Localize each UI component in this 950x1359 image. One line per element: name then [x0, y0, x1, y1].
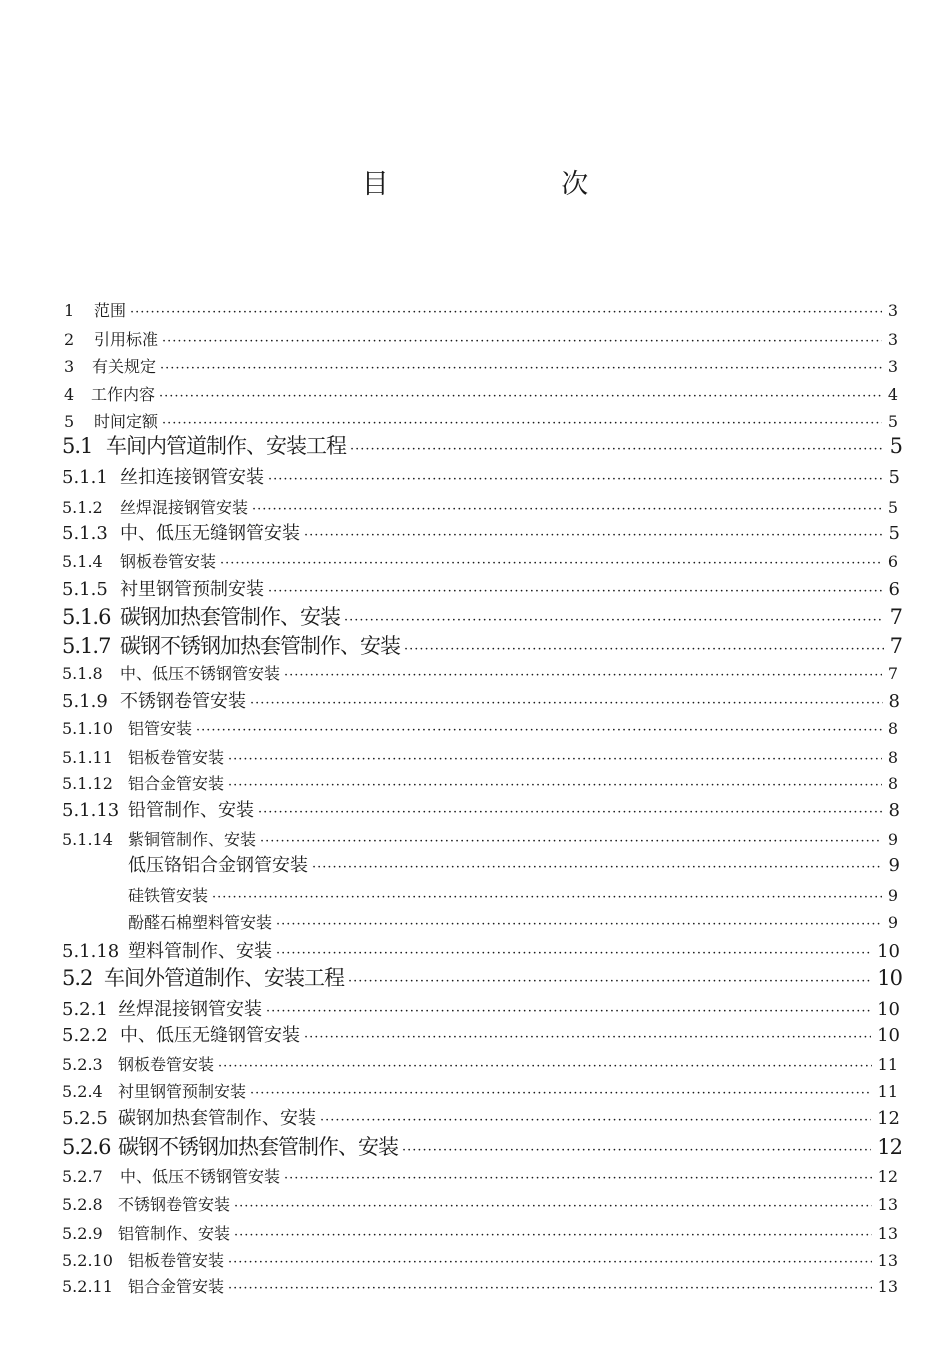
toc-number: 5.1.1 [62, 467, 108, 488]
toc-page: 7 [887, 664, 898, 683]
toc-page: 11 [877, 1082, 898, 1101]
toc-number: 5.1.14 [62, 830, 113, 849]
toc-entry [0, 716, 950, 739]
toc-title: 车间外管道制作、安装工程 [104, 966, 344, 990]
toc-leader [220, 556, 882, 571]
toc-entry [0, 883, 950, 906]
toc-page: 3 [887, 301, 898, 320]
toc-page: 8 [888, 800, 900, 821]
toc-entry [0, 771, 950, 794]
toc-leader [268, 472, 883, 487]
toc-entry [0, 519, 950, 545]
toc-title: 有关规定 [92, 357, 157, 376]
toc-title: 钢板卷管安装 [120, 552, 217, 571]
toc-number: 5.1.10 [62, 719, 113, 738]
toc-title: 钢板卷管安装 [118, 1055, 215, 1074]
toc-entry [0, 409, 950, 432]
toc-page: 10 [877, 966, 902, 990]
toc-title: 碳钢不锈钢加热套管制作、安装 [118, 1135, 398, 1159]
toc-leader [284, 1171, 872, 1186]
toc-entry [0, 549, 950, 572]
toc-leader [320, 1113, 871, 1128]
toc-entry [0, 1274, 950, 1297]
toc-number: 4 [64, 385, 75, 404]
toc-leader [258, 805, 883, 820]
toc-title: 中、低压无缝钢管安装 [120, 523, 300, 544]
toc-number: 5.1.11 [62, 748, 113, 767]
toc-number: 5.1.8 [62, 664, 103, 683]
toc-page: 6 [887, 552, 898, 571]
toc-title: 硅铁管安装 [128, 886, 209, 905]
toc-page: 5 [888, 467, 900, 488]
toc-title: 引用标准 [94, 330, 159, 349]
toc-leader [228, 1281, 872, 1296]
toc-number: 5.1.7 [62, 634, 111, 658]
toc-page: 7 [889, 634, 902, 658]
toc-number: 5.2.6 [62, 1135, 111, 1159]
toc-entry [0, 995, 950, 1021]
toc-leader [252, 502, 882, 517]
toc-entry [0, 298, 950, 321]
toc-title: 铝板卷管安装 [128, 748, 225, 767]
toc-leader [284, 668, 882, 683]
toc-entry [0, 1021, 950, 1047]
toc-leader [159, 389, 882, 404]
toc-number: 5 [64, 412, 75, 431]
toc-number: 2 [64, 330, 75, 349]
toc-page: 12 [877, 1135, 902, 1159]
toc-page: 13 [877, 1195, 898, 1214]
toc-page: 5 [888, 523, 900, 544]
toc-leader [130, 305, 882, 320]
toc-entry [0, 851, 950, 877]
toc-page: 10 [877, 1025, 900, 1046]
toc-page: 8 [887, 774, 898, 793]
toc-entry [0, 1164, 950, 1187]
toc-leader [348, 974, 871, 989]
toc-page: 12 [877, 1167, 898, 1186]
toc-entry [0, 463, 950, 489]
toc-page: 5 [887, 498, 898, 517]
toc-entry [0, 1221, 950, 1244]
toc-entry [0, 687, 950, 713]
toc-leader [344, 613, 884, 628]
toc-leader [304, 1030, 871, 1045]
toc-entry [0, 327, 950, 350]
toc-entry [0, 962, 950, 992]
toc-number: 5.2.1 [62, 999, 108, 1020]
toc-number: 5.1 [62, 434, 93, 458]
toc-title: 碳钢加热套管制作、安装 [118, 1108, 316, 1129]
toc-entry [0, 1248, 950, 1271]
toc-number: 5.1.2 [62, 498, 103, 517]
toc-page: 8 [887, 719, 898, 738]
toc-leader [250, 1086, 872, 1101]
page-title: 目 次 [361, 169, 671, 200]
toc-page: 5 [887, 412, 898, 431]
toc-title: 中、低压不锈钢管安装 [120, 664, 281, 683]
toc-entry [0, 354, 950, 377]
toc-number: 5.2.9 [62, 1224, 103, 1243]
toc-leader [228, 778, 882, 793]
toc-number: 5.2.4 [62, 1082, 103, 1101]
toc-page: 11 [877, 1055, 898, 1074]
toc-leader [350, 442, 884, 457]
toc-entry [0, 827, 950, 850]
toc-page: 9 [888, 855, 900, 876]
toc-number: 1 [64, 301, 75, 320]
toc-number: 5.1.3 [62, 523, 108, 544]
toc-entry [0, 910, 950, 933]
toc-title: 铅管制作、安装 [128, 800, 254, 821]
toc-page: 3 [887, 330, 898, 349]
toc-page: 13 [877, 1224, 898, 1243]
toc-leader [234, 1199, 872, 1214]
toc-page: 3 [887, 357, 898, 376]
toc-entry [0, 495, 950, 518]
toc-leader [228, 752, 882, 767]
toc-number: 5.2.8 [62, 1195, 103, 1214]
toc-leader [234, 1228, 872, 1243]
toc-title: 铝合金管安装 [128, 1277, 225, 1296]
toc-title: 丝焊混接钢管安装 [118, 999, 262, 1020]
toc-title: 塑料管制作、安装 [128, 941, 272, 962]
toc-title: 不锈钢卷管安装 [118, 1195, 231, 1214]
toc-title: 碳钢加热套管制作、安装 [120, 605, 340, 629]
toc-number: 5.1.13 [62, 800, 120, 821]
toc-title: 铝板卷管安装 [128, 1251, 225, 1270]
toc-leader [160, 361, 882, 376]
toc-leader [268, 584, 883, 599]
toc-title: 衬里钢管预制安装 [118, 1082, 247, 1101]
toc-number: 5.2.2 [62, 1025, 108, 1046]
toc-title: 衬里钢管预制安装 [120, 579, 264, 600]
toc-title: 碳钢不锈钢加热套管制作、安装 [120, 634, 400, 658]
toc-title: 中、低压不锈钢管安装 [120, 1167, 281, 1186]
toc-page: 5 [889, 434, 902, 458]
toc-title: 铝合金管安装 [128, 774, 225, 793]
toc-entry [0, 1192, 950, 1215]
toc-title: 丝焊混接钢管安装 [120, 498, 249, 517]
toc-entry [0, 382, 950, 405]
toc-leader [304, 528, 883, 543]
toc-title: 工作内容 [91, 385, 156, 404]
toc-leader [218, 1059, 872, 1074]
toc-entry [0, 601, 950, 631]
toc-leader [260, 834, 882, 849]
toc-entry [0, 745, 950, 768]
toc-leader [162, 334, 882, 349]
toc-number: 5.1.6 [62, 605, 111, 629]
toc-entry [0, 1104, 950, 1130]
toc-page: 8 [888, 691, 900, 712]
toc-leader [266, 1004, 871, 1019]
toc-title: 铝管安装 [128, 719, 193, 738]
toc-entry [0, 630, 950, 660]
toc-entry [0, 796, 950, 822]
toc-page: 4 [887, 385, 898, 404]
toc-number: 5.1.18 [62, 941, 120, 962]
toc-leader [228, 1255, 872, 1270]
toc-page: 7 [889, 605, 902, 629]
toc-number: 5.1.12 [62, 774, 113, 793]
toc-title: 车间内管道制作、安装工程 [106, 434, 346, 458]
toc-page: 9 [887, 886, 898, 905]
toc-title: 酚醛石棉塑料管安装 [128, 913, 273, 932]
toc-number: 5.2 [62, 966, 93, 990]
toc-leader [276, 917, 882, 932]
toc-leader [402, 1143, 871, 1158]
toc-number: 5.2.3 [62, 1055, 103, 1074]
toc-title: 范围 [94, 301, 127, 320]
toc-title: 紫铜管制作、安装 [128, 830, 257, 849]
toc-page: 10 [877, 999, 900, 1020]
toc-number: 5.2.7 [62, 1167, 103, 1186]
toc-leader [276, 946, 871, 961]
toc-number: 5.1.4 [62, 552, 103, 571]
toc-leader [312, 860, 883, 875]
toc-page: 6 [888, 579, 900, 600]
toc-title: 低压铬铝合金钢管安装 [128, 855, 308, 876]
toc-entry [0, 1131, 950, 1161]
toc-title: 时间定额 [94, 412, 159, 431]
toc-entry [0, 661, 950, 684]
toc-title: 丝扣连接钢管安装 [120, 467, 264, 488]
toc-page: 13 [877, 1277, 898, 1296]
toc-leader [404, 642, 884, 657]
toc-number: 5.2.5 [62, 1108, 108, 1129]
toc-leader [250, 696, 883, 711]
toc-leader [162, 416, 882, 431]
toc-title: 不锈钢卷管安装 [120, 691, 246, 712]
toc-page: 9 [887, 913, 898, 932]
toc-entry [0, 1052, 950, 1075]
toc-entry [0, 937, 950, 963]
toc-leader [212, 890, 882, 905]
toc-entry [0, 575, 950, 601]
toc-title: 铝管制作、安装 [118, 1224, 231, 1243]
toc-number: 3 [64, 357, 75, 376]
toc-page: 12 [877, 1108, 900, 1129]
toc-number: 5.2.10 [62, 1251, 113, 1270]
toc-leader [196, 723, 882, 738]
toc-number: 5.2.11 [62, 1277, 113, 1296]
toc-page: 9 [887, 830, 898, 849]
toc-entry [0, 430, 950, 460]
toc-page: 13 [877, 1251, 898, 1270]
toc-entry [0, 1079, 950, 1102]
toc-number: 5.1.5 [62, 579, 108, 600]
toc-number: 5.1.9 [62, 691, 108, 712]
toc-page: 8 [887, 748, 898, 767]
toc-page: 10 [877, 941, 900, 962]
toc-title: 中、低压无缝钢管安装 [120, 1025, 300, 1046]
